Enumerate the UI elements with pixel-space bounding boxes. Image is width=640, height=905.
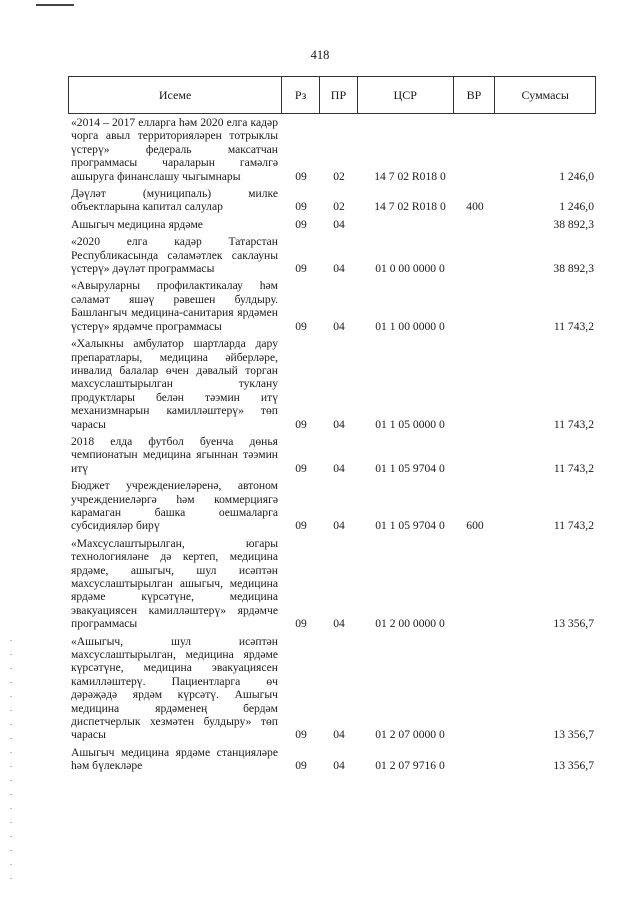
row-name: «Ашыгыч, шул исәптән махсуслаштырылган, медицина ярдәме күрсәтүне, медицина эвакуациясен камилләштерү. Пациентларга өч дәрәҗәдә ярдәм күрсәтү. Ашыгыч медицина ярдәменең бердәм диспетчерлык хезмәтен булдыру» төп чарасы <box>71 634 278 742</box>
table-row <box>68 279 596 333</box>
row-sum: 1 246,0 <box>559 169 594 183</box>
row-name: «2020 елга кадәр Татарстан Республикасында сәламәтлек саклауны үстерү» дәүләт программасы <box>71 235 278 276</box>
margin-scan-dots <box>10 640 12 880</box>
row-csr: 01 2 07 9716 0 <box>375 759 445 773</box>
row-csr: 01 0 00 0000 0 <box>375 262 445 276</box>
row-name: Бюджет учреждениеләренә, автоном учреждениеләргә һәм коммерциягә карамаган башка оешмаларга субсидияләр бирү <box>71 479 278 533</box>
row-csr: 01 1 05 0000 0 <box>375 417 445 431</box>
row-pr: 04 <box>333 217 345 231</box>
row-rz: 09 <box>295 417 307 431</box>
row-rz: 09 <box>295 319 307 333</box>
row-sum: 38 892,3 <box>553 217 594 231</box>
header-pr: ПР <box>320 77 358 113</box>
row-pr: 02 <box>333 169 345 183</box>
table-row <box>68 116 596 183</box>
row-csr: 01 2 00 0000 0 <box>375 617 445 631</box>
row-pr: 04 <box>333 759 345 773</box>
budget-table <box>68 76 596 773</box>
page-number: 418 <box>310 48 330 62</box>
row-sum: 11 743,2 <box>553 461 594 475</box>
row-name: Ашыгыч медицина ярдәме станцияләре һәм бүлекләре <box>71 745 278 773</box>
row-pr: 04 <box>333 617 345 631</box>
row-csr: 14 7 02 R018 0 <box>374 169 446 183</box>
row-name: «Авыруларны профилактикалау һәм сәламәт яшәү рәвешен булдыру. Башлангыч медицина-санитария ярдәмен үстерү» ярдәмче программасы <box>71 279 278 333</box>
table-row <box>68 218 596 231</box>
row-name: Ашыгыч медицина ярдәме <box>71 217 203 231</box>
row-name: «Халыкны амбулатор шартларда дару препаратлары, медицина әйберләре, инвалид балалар өчен дәвалый торган махсуслаштырылган туклану продуктлары белән тәэмин итү механизмнарын камилләштерү» төп чарасы <box>71 337 278 431</box>
row-pr: 04 <box>333 519 345 533</box>
row-csr: 01 1 05 9704 0 <box>375 461 445 475</box>
table-row <box>68 187 596 214</box>
row-name: «2014 – 2017 елларга һәм 2020 елга кадәр чорга авыл территорияләрен тотрыклы үстерү» федераль максатчан программасы чараларын гамәлгә ашыруга финанслашу чыгымнары <box>71 116 278 183</box>
row-sum: 11 743,2 <box>553 417 594 431</box>
row-rz: 09 <box>295 262 307 276</box>
row-rz: 09 <box>295 617 307 631</box>
row-rz: 09 <box>295 169 307 183</box>
header-name: Исеме <box>69 77 282 113</box>
table-row <box>68 635 596 742</box>
row-rz: 09 <box>295 519 307 533</box>
table-row <box>68 235 596 275</box>
table-body <box>68 114 596 773</box>
row-pr: 04 <box>333 461 345 475</box>
row-rz: 09 <box>295 759 307 773</box>
row-sum: 13 356,7 <box>553 728 594 742</box>
table-row <box>68 746 596 773</box>
row-pr: 02 <box>333 200 345 214</box>
row-name: Дәүләт (муниципаль) милке объектларына капитал салулар <box>71 187 278 214</box>
row-sum: 13 356,7 <box>553 617 594 631</box>
row-pr: 04 <box>333 417 345 431</box>
row-csr: 01 2 07 0000 0 <box>375 728 445 742</box>
row-rz: 09 <box>295 461 307 475</box>
row-sum: 11 743,2 <box>553 319 594 333</box>
row-csr: 01 1 05 9704 0 <box>375 519 445 533</box>
row-name: 2018 елда футбол буенча дөнья чемпионатын медицина ягыннан тәэмин итү <box>71 434 278 475</box>
row-vr: 600 <box>466 519 484 533</box>
table-row <box>68 435 596 475</box>
table-header <box>68 76 596 114</box>
header-rz: Рз <box>282 77 320 113</box>
row-pr: 04 <box>333 319 345 333</box>
row-csr: 14 7 02 R018 0 <box>374 200 446 214</box>
row-csr: 01 1 00 0000 0 <box>375 319 445 333</box>
top-rule <box>36 4 74 6</box>
row-sum: 1 246,0 <box>559 200 594 214</box>
row-name: «Махсуслаштырылган, югары технологияләне дә кертеп, медицина ярдәме, ашыгыч, шул исәптән махсуслаштырылган ашыгыч, медицина ярдәме күрсәтүне, медицина эвакуациясен камилләштерү» ярдәмче программасы <box>71 536 278 631</box>
header-csr: ЦСР <box>358 77 454 113</box>
header-vr: ВР <box>454 77 496 113</box>
row-pr: 04 <box>333 262 345 276</box>
row-rz: 09 <box>295 728 307 742</box>
header-sum: Суммасы <box>521 87 569 102</box>
row-vr: 400 <box>466 200 484 214</box>
row-rz: 09 <box>295 200 307 214</box>
row-sum: 38 892,3 <box>553 262 594 276</box>
table-row <box>68 479 596 533</box>
row-pr: 04 <box>333 728 345 742</box>
table-row <box>68 537 596 631</box>
row-sum: 13 356,7 <box>553 759 594 773</box>
row-sum: 11 743,2 <box>553 519 594 533</box>
table-row <box>68 337 596 431</box>
row-rz: 09 <box>295 217 307 231</box>
